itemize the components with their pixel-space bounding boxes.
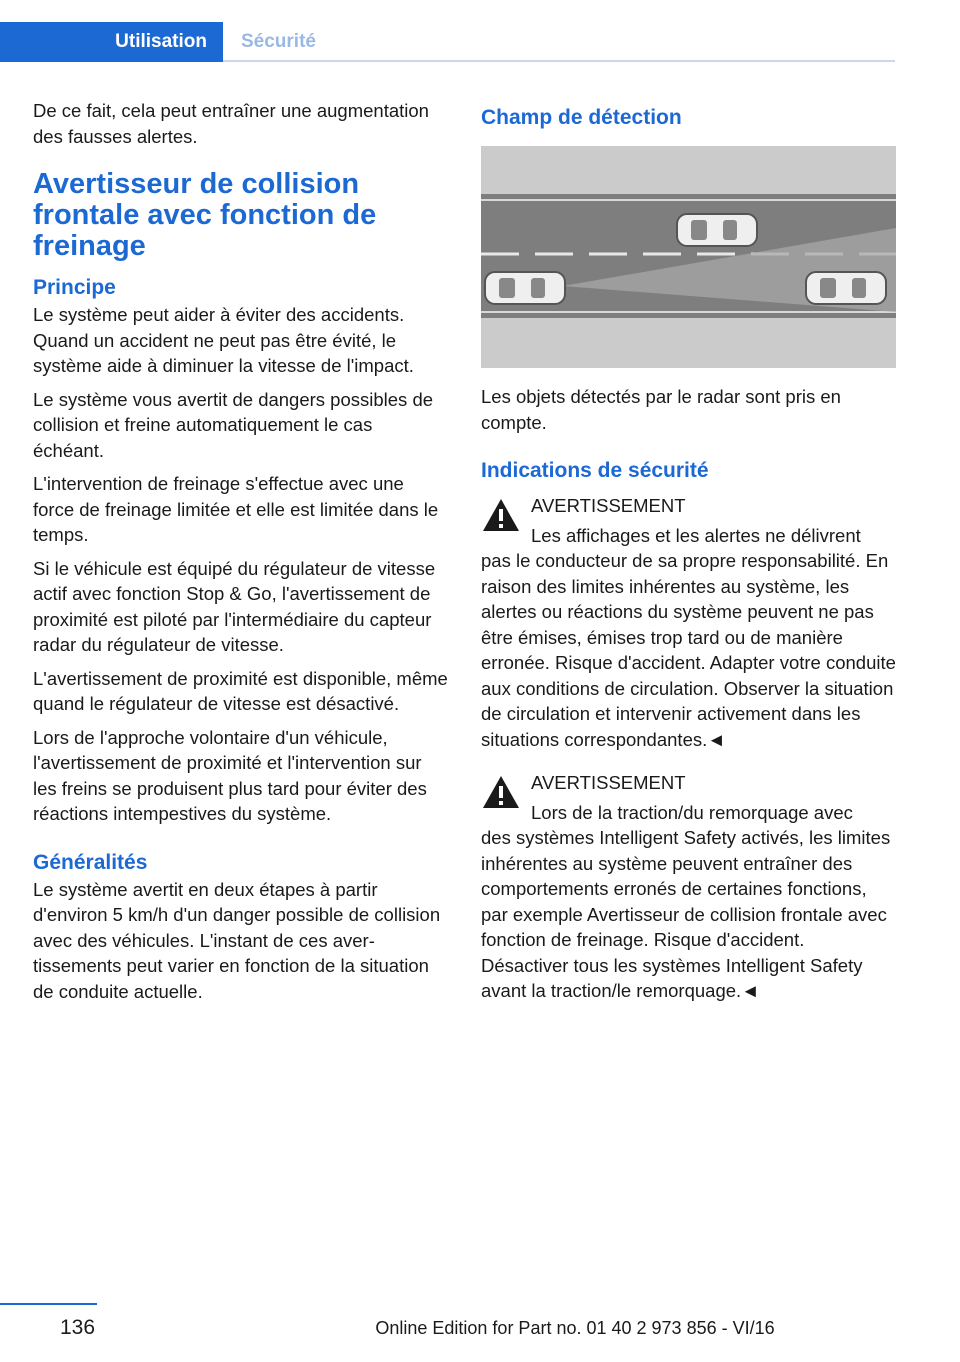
- tab-utilisation[interactable]: [0, 22, 223, 62]
- warning-heading: AVERTISSEMENT: [531, 772, 686, 793]
- footer-divider: [0, 1303, 97, 1305]
- intro-paragraph: De ce fait, cela peut entraîner une augmentation des fausses alertes.: [33, 100, 429, 147]
- principe-paragraph-6: Lors de l'approche volontaire d'un véhicule, l'avertissement de proximité et l'intervention sur les freins se produisent plus tard pour éviter des réactions intempestives du système.: [33, 726, 427, 824]
- warning-first-line: Lors de la traction/du remorquage avec: [531, 801, 853, 823]
- principe-paragraph-4: Si le véhicule est équipé du régulateur de vitesse actif avec fonction Stop & Go, l'avertissement de proximité est piloté par l'intermédiaire du capteur radar du régulateur de vitesse.: [33, 557, 436, 655]
- car-icon: [485, 272, 565, 304]
- detection-field-svg: [481, 146, 896, 368]
- page-header: [0, 0, 960, 62]
- figure-caption: Les objets détectés par le radar sont pris en compte.: [481, 386, 841, 433]
- tab-utilisation-label: Utilisation: [115, 31, 207, 52]
- warning-body: des systèmes Intelligent Safety activés, les limites inhérentes au système peuvent entraîner des comportements erronés de certaines fonctions, par exemple Avertisseur de collision frontale avec fonction de freinage. Risque d'accident. Désactiver tous les systèmes Intelligent Safety avant la traction/le remorquage.◄: [481, 827, 891, 1001]
- detection-field-illustration: [481, 146, 896, 368]
- generalites-heading: Généralités: [33, 850, 148, 874]
- principe-paragraph-2: Le système vous avertit de dangers possibles de collision et freine automatiquement le cas échéant.: [33, 388, 434, 461]
- right-column: [481, 98, 896, 1018]
- champ-heading: Champ de détection: [481, 106, 682, 129]
- warning-triangle-icon: [481, 497, 521, 533]
- left-column: [33, 98, 448, 1012]
- tab-securite-label: Sécurité: [241, 31, 316, 52]
- header-divider: [223, 60, 895, 62]
- principe-paragraph-3: L'intervention de freinage s'effectue avec une force de freinage limitée et elle est limitée dans le temps.: [33, 473, 439, 545]
- page-number: 136: [60, 1316, 96, 1339]
- warning-block-2: [481, 770, 896, 1004]
- car-icon: [806, 272, 886, 304]
- edition-note: Online Edition for Part no. 01 40 2 973 856 - VI/16: [375, 1318, 775, 1338]
- indications-heading: Indications de sécurité: [481, 459, 709, 482]
- principe-paragraph-5: L'avertissement de proximité est disponible, même quand le régulateur de vitesse est désactivé.: [33, 667, 448, 714]
- principe-heading: Principe: [33, 276, 116, 299]
- section-title: Avertisseur de collision frontale avec fonction de freinage: [33, 168, 377, 262]
- tab-securite[interactable]: [223, 22, 343, 62]
- car-icon: [677, 214, 757, 246]
- generalites-paragraph: Le système avertit en deux étapes à partir d'environ 5 km/h d'un danger possible de collision avec des véhicules. L'instant de ces avertissements peut varier en fonction de la situation de conduite actuelle.: [33, 878, 441, 1002]
- warning-first-line: Les affichages et les alertes ne délivrent: [531, 524, 861, 546]
- warning-body: pas le conducteur de sa propre responsabilité. En raison des limites inhérentes au système, les alertes ou réactions du système peuvent ne pas être émises, émises trop tard ou de manière erronée. Risque d'accident. Adapter votre conduite aux conditions de circulation. Observer la situation de circulation et intervenir activement dans les situations correspondantes.◄: [481, 550, 896, 750]
- warning-triangle-icon: [481, 774, 521, 810]
- warning-block-1: [481, 493, 896, 752]
- warning-heading: AVERTISSEMENT: [531, 495, 686, 516]
- principe-paragraph-1: Le système peut aider à éviter des accidents. Quand un accident ne peut pas être évité, le système aide à diminuer la vitesse de l'impact.: [33, 304, 414, 376]
